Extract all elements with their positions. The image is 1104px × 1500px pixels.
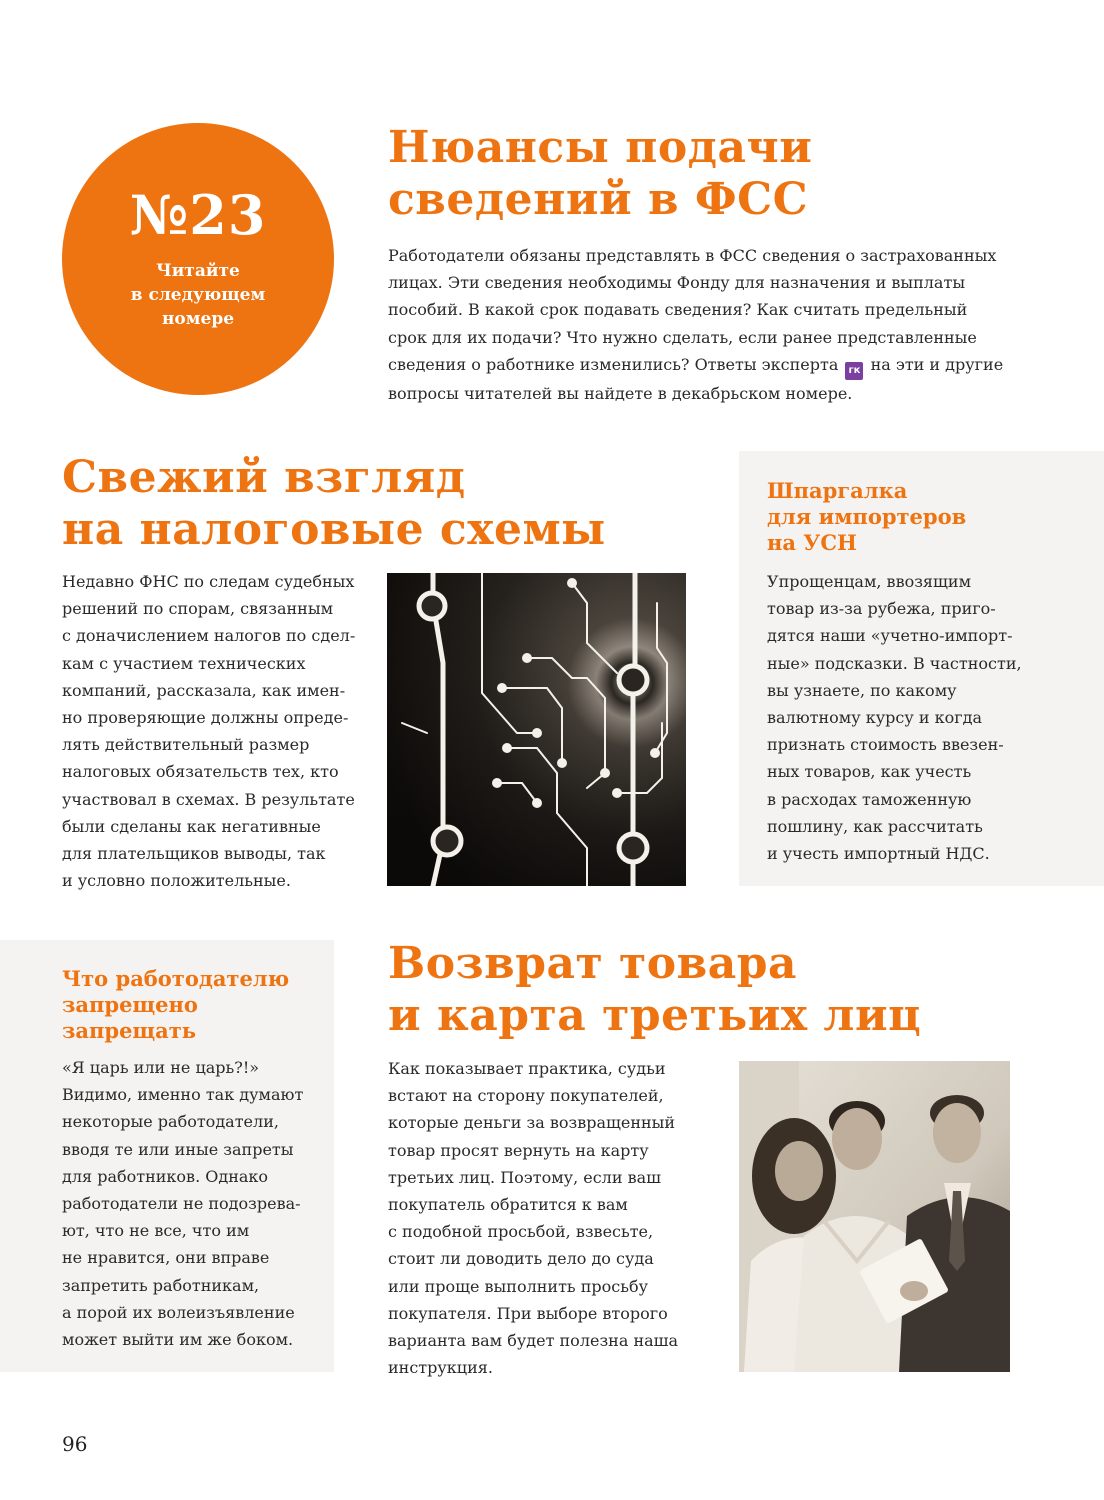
body-line: налоговых обязательств тех, кто xyxy=(62,762,339,782)
body-line: признать стоимость ввезен- xyxy=(767,735,1004,755)
issue-caption-line: номере xyxy=(161,309,235,329)
body-line: не нравится, они вправе xyxy=(62,1248,270,1268)
title-line: запрещено xyxy=(62,992,198,1017)
body-line: инструкция. xyxy=(388,1358,493,1378)
body-line: варианта вам будет полезна наша xyxy=(388,1331,679,1351)
body-line: Недавно ФНС по следам судебных xyxy=(62,572,355,591)
body-line: встают на сторону покупателей, xyxy=(388,1086,664,1106)
body-text-segment: на эти и другие xyxy=(870,354,1004,374)
circuit-illustration xyxy=(387,573,686,886)
body-line: лицах. Эти сведения необходимы Фонду для назначения и выплаты xyxy=(388,273,966,293)
body-line: вы узнаете, по какому xyxy=(767,680,957,700)
body-line: участвовал в схемах. В результате xyxy=(62,789,355,809)
body-line: Упрощенцам, ввозящим xyxy=(767,572,972,591)
body-line: Работодатели обязаны представлять в ФСС сведения о застрахованных xyxy=(388,246,997,265)
issue-caption-line: Читайте xyxy=(156,261,240,281)
body-line: для плательщиков выводы, так xyxy=(62,844,326,864)
expert-logo-icon: гк xyxy=(845,362,863,380)
issue-caption xyxy=(62,259,334,331)
body-line: ные» подсказки. В частности, xyxy=(767,653,1022,673)
body-line: ных товаров, как учесть xyxy=(767,762,972,782)
body-line: и условно положительные. xyxy=(62,871,291,891)
body-line: покупателя. При выборе второго xyxy=(388,1303,668,1323)
body-line: компаний, рассказала, как имен- xyxy=(62,680,346,700)
body-line: пошлину, как рассчитать xyxy=(767,816,983,836)
title-line: Шпаргалка xyxy=(767,478,908,503)
body-line: решений по спорам, связанным xyxy=(62,599,334,619)
people-image xyxy=(739,1061,1010,1372)
body-line: Как показывает практика, судьи xyxy=(388,1059,666,1078)
body-line: вопросы читателей вы найдете в декабрьском номере. xyxy=(388,383,853,403)
people-photo xyxy=(739,1061,1010,1372)
title-line: Свежий взгляд xyxy=(62,452,466,503)
body-line: ют, что не все, что им xyxy=(62,1221,250,1241)
body-line: валютному курсу и когда xyxy=(767,708,983,728)
body-line: вводя те или иные запреты xyxy=(62,1139,294,1159)
body-line: работодатели не подозрева- xyxy=(62,1194,301,1214)
title-line: на налоговые схемы xyxy=(62,504,606,555)
circuit-image xyxy=(387,573,686,886)
title-line: сведений в ФСС xyxy=(388,174,809,225)
title-line: и карта третьих лиц xyxy=(388,990,922,1041)
body-line: некоторые работодатели, xyxy=(62,1112,279,1132)
page-number: 96 xyxy=(62,1432,88,1456)
issue-number: №23 xyxy=(129,183,267,247)
body-line: срок для их подачи? Что нужно сделать, если ранее представленные xyxy=(388,327,977,347)
article-refund-title xyxy=(388,938,921,1042)
body-line: с подобной просьбой, взвесьте, xyxy=(388,1222,654,1242)
body-line: стоит ли доводить дело до суда xyxy=(388,1249,654,1269)
article-importers-body xyxy=(767,568,1022,867)
article-fss-title xyxy=(388,122,812,226)
body-line: и учесть импортный НДС. xyxy=(767,844,990,864)
body-line: но проверяющие должны опреде- xyxy=(62,708,349,728)
body-line: товар из-за рубежа, приго- xyxy=(767,599,996,619)
title-line: запрещать xyxy=(62,1018,197,1043)
title-line: Возврат товара xyxy=(388,938,798,989)
title-line: для импортеров xyxy=(767,504,967,529)
body-line: в расходах таможенную xyxy=(767,789,972,809)
body-line: может выйти им же боком. xyxy=(62,1330,294,1350)
body-line: третьих лиц. Поэтому, если ваш xyxy=(388,1167,662,1187)
title-line: на УСН xyxy=(767,530,857,555)
article-schemes-body xyxy=(62,568,355,894)
body-line: Видимо, именно так думают xyxy=(62,1085,304,1105)
article-importers-title xyxy=(767,478,966,556)
body-line: для работников. Однако xyxy=(62,1166,269,1186)
body-line: товар просят вернуть на карту xyxy=(388,1140,649,1160)
body-line: дятся наши «учетно-импорт- xyxy=(767,626,1013,646)
issue-caption-line: в следующем xyxy=(130,285,266,305)
article-fss-body xyxy=(388,242,1003,407)
title-line: Что работодателю xyxy=(62,966,290,991)
body-line: кам с участием технических xyxy=(62,653,306,673)
body-line: были сделаны как негативные xyxy=(62,816,321,836)
body-text-segment: сведения о работнике изменились? Ответы эксперта xyxy=(388,354,839,374)
body-line: а порой их волеизъявление xyxy=(62,1302,295,1322)
article-employer-body xyxy=(62,1054,303,1353)
body-line: или проще выполнить просьбу xyxy=(388,1276,648,1296)
body-line: лять действительный размер xyxy=(62,735,310,755)
body-line: которые деньги за возвращенный xyxy=(388,1113,676,1133)
body-line: с доначислением налогов по сдел- xyxy=(62,626,356,646)
article-employer-title xyxy=(62,966,289,1044)
title-line: Нюансы подачи xyxy=(388,122,813,173)
body-line: покупатель обратится к вам xyxy=(388,1195,628,1215)
next-issue-badge xyxy=(62,123,334,395)
body-line xyxy=(388,351,1003,380)
article-schemes-title xyxy=(62,452,606,556)
body-line: запретить работникам, xyxy=(62,1275,260,1295)
article-refund-body xyxy=(388,1055,678,1381)
body-line: пособий. В какой срок подавать сведения? Как считать предельный xyxy=(388,300,968,320)
body-line: «Я царь или не царь?!» xyxy=(62,1058,260,1077)
